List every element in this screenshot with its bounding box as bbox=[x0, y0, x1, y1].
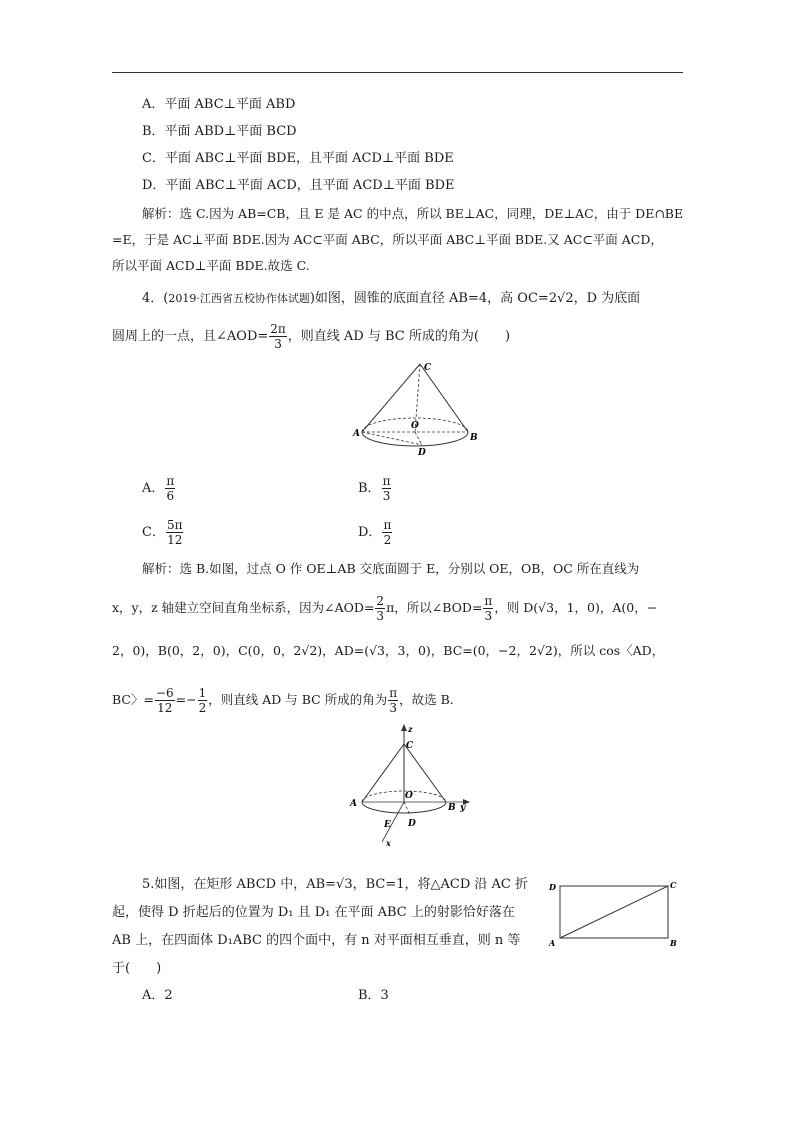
option-d: D．平面 ABC⊥平面 ACD，且平面 ACD⊥平面 BDE bbox=[142, 178, 455, 193]
label-d: D bbox=[418, 448, 426, 458]
label-c: C bbox=[424, 363, 432, 373]
label-e: E bbox=[384, 820, 391, 830]
q4-solution-line-1: 解析：选 B.如图，过点 O 作 OE⊥AB 交底面圆于 E，分别以 OE，OB，OC 所在直线为 bbox=[142, 561, 640, 576]
q4-solution-line-4: BC〉= $\frac{-6}{12}$ =− $\frac{1}{2}$ ，则直线 AD 与 BC 所成的角为 $\frac{\pi}{3}$ ，故选 B. bbox=[112, 686, 454, 715]
label-d3: D bbox=[549, 882, 556, 892]
prev-solution-line-1: 解析：选 C.因为 AB=CB，且 E 是 AC 的中点，所以 BE⊥AC，同理，DE⊥AC，由于 DE∩BE bbox=[142, 206, 684, 221]
prev-solution-line-3: 所以平面 ACD⊥平面 BDE.故选 C. bbox=[112, 258, 310, 273]
label-a2: A bbox=[350, 799, 357, 809]
q5-option-b: B．3 bbox=[358, 988, 389, 1003]
label-a: A bbox=[353, 429, 360, 439]
option-a: A．平面 ABC⊥平面 ABD bbox=[142, 97, 296, 112]
header-rule bbox=[112, 72, 683, 73]
option-c: C．平面 ABC⊥平面 BDE，且平面 ACD⊥平面 BDE bbox=[142, 151, 454, 166]
q5-line-1: 5.如图，在矩形 ABCD 中，AB=√3，BC=1，将△ACD 沿 AC 折 bbox=[142, 877, 529, 892]
q4-solution-line-3: 2，0)，B(0，2，0)，C(0，0，2√2)，AD=(√3，3，0)，BC=(0，−2，2√2)，所以 cos〈AD， bbox=[112, 643, 665, 658]
q4-solution-line-2: x，y，z 轴建立空间直角坐标系，因为∠AOD= $\frac{2}{3}$ π，所以∠BOD= $\frac{\pi}{3}$ ，则 D(√3，1，0)，A(0，− bbox=[112, 594, 658, 623]
label-x: x bbox=[386, 838, 391, 848]
q4-line-1: 4．(2019·江西省五校协作体试题)如图，圆锥的底面直径 AB=4，高 OC=2√2，D 为底面 bbox=[142, 291, 641, 306]
label-c3: C bbox=[670, 880, 677, 890]
label-y: y bbox=[460, 803, 466, 813]
option-b: B．平面 ABD⊥平面 BCD bbox=[142, 124, 297, 139]
q4-option-d: D． $\frac{\pi}{2}$ bbox=[358, 518, 392, 547]
label-b: B bbox=[470, 433, 478, 443]
cone-axes-figure bbox=[342, 722, 482, 850]
q4-option-a: A． $\frac{\pi}{6}$ bbox=[142, 474, 175, 503]
q4-source: 2019·江西省五校协作体试题 bbox=[168, 292, 310, 305]
q5-line-2: 起，使得 D 折起后的位置为 D₁ 且 D₁ 在平面 ABC 上的射影恰好落在 bbox=[112, 905, 515, 920]
prev-solution-line-2: =E，于是 AC⊥平面 BDE.因为 AC⊂平面 ABC，所以平面 ABC⊥平面 BDE.又 AC⊂平面 ACD， bbox=[112, 232, 663, 247]
q4-option-c: C． $\frac{5\pi}{12}$ bbox=[142, 518, 183, 547]
q4-angle-fraction: $\frac{2\pi}{3}$ bbox=[270, 322, 286, 351]
q5-line-4: 于( ) bbox=[112, 961, 162, 976]
q5-line-3: AB 上，在四面体 D₁ABC 的四个面中，有 n 对平面相互垂直，则 n 等 bbox=[112, 933, 521, 948]
cone-figure bbox=[350, 358, 480, 458]
q4-line-2: 圆周上的一点，且∠AOD= $\frac{2\pi}{3}$ ，则直线 AD 与 BC 所成的角为( ) bbox=[112, 322, 511, 351]
label-b3: B bbox=[670, 938, 677, 948]
label-o2: O bbox=[405, 791, 413, 801]
label-c2: C bbox=[406, 741, 414, 751]
label-a3: A bbox=[549, 938, 556, 948]
rectangle-figure bbox=[546, 876, 680, 948]
q4-option-b: B． $\frac{\pi}{3}$ bbox=[358, 474, 391, 503]
label-o: O bbox=[411, 421, 419, 431]
label-b2: B bbox=[448, 803, 456, 813]
q5-option-a: A．2 bbox=[142, 988, 173, 1003]
label-z: z bbox=[408, 724, 413, 734]
label-d2: D bbox=[408, 819, 416, 829]
